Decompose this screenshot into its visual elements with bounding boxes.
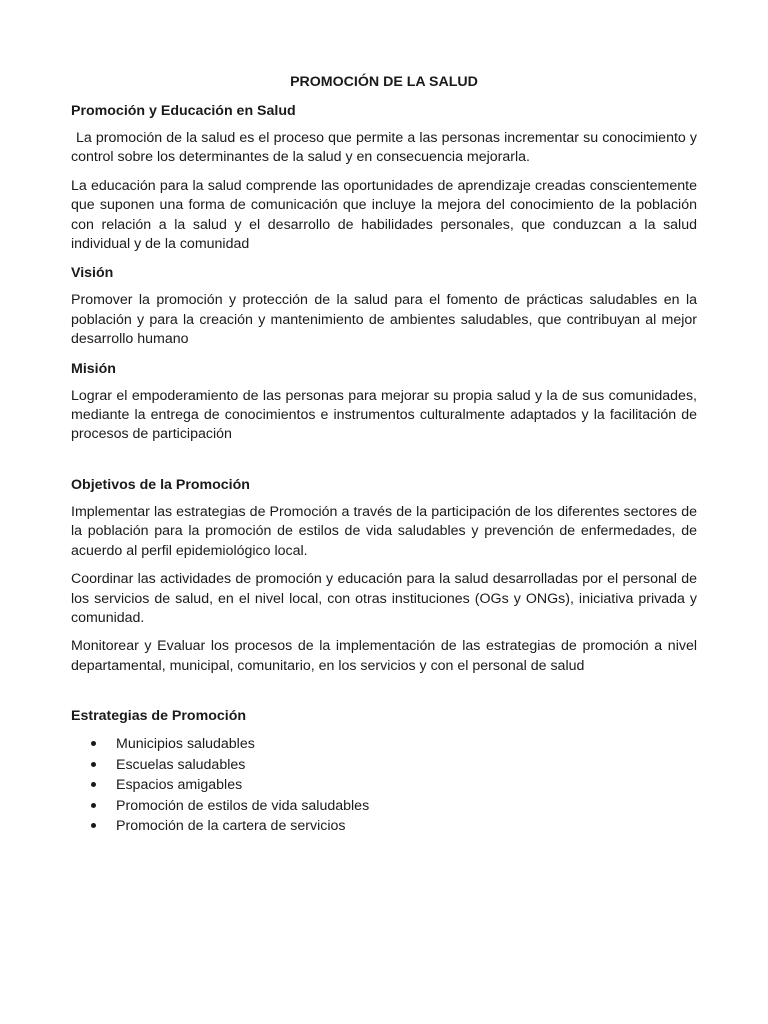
bullet-icon xyxy=(91,823,96,828)
list-item-text: Promoción de estilos de vida saludables xyxy=(116,797,370,814)
list-item-text: Municipios saludables xyxy=(116,736,255,753)
section-heading-objetivos: Objetivos de la Promoción xyxy=(71,476,250,493)
paragraph: Monitorear y Evaluar los procesos de la implementación de las estrategias de promoción a nivel departamental, municipal, comunitario, en los servicios y con el personal de salud xyxy=(71,638,697,674)
section-heading-mision: Misión xyxy=(71,360,116,377)
list-item xyxy=(91,734,697,755)
document-title: PROMOCIÓN DE LA SALUD xyxy=(290,74,478,90)
paragraph: La promoción de la salud es el proceso que permite a las personas incrementar su conocimiento y control sobre los determinantes de la salud y en consecuencia mejorarla. xyxy=(71,130,697,166)
list-item xyxy=(91,775,697,796)
paragraph: La educación para la salud comprende las oportunidades de aprendizaje creadas conscientemente que suponen una forma de comunicación que incluye la mejora del conocimiento de la población con relación a la salud y el desarrollo de habilidades personales, que conduzcan a la salud individual y de la comunidad xyxy=(71,177,697,253)
paragraph: Lograr el empoderamiento de las personas para mejorar su propia salud y la de sus comunidades, mediante la entrega de conocimientos e instrumentos culturalmente adaptados y la facilitación de procesos de participación xyxy=(71,387,697,443)
bullet-icon xyxy=(91,782,96,787)
list-item-text: Promoción de la cartera de servicios xyxy=(116,818,346,835)
paragraph: Promover la promoción y protección de la salud para el fomento de prácticas saludables en la población y para la creación y mantenimiento de ambientes saludables, que contribuyan al mejor desarrollo humano xyxy=(71,292,697,348)
list-item xyxy=(91,755,697,776)
section-heading-vision: Visión xyxy=(71,265,114,282)
list-item xyxy=(91,796,697,817)
list-item-text: Espacios amigables xyxy=(116,777,243,794)
paragraph: Coordinar las actividades de promoción y educación para la salud desarrolladas por el personal de los servicios de salud, en el nivel local, con otras instituciones (OGs y ONGs), iniciativa privada y comunidad. xyxy=(71,571,697,626)
bullet-icon xyxy=(91,803,96,808)
strategies-list xyxy=(71,734,697,837)
paragraph: Implementar las estrategias de Promoción a través de la participación de los diferentes sectores de la población para la promoción de estilos de vida saludables y prevención de enfermedades, de acuerdo al perfil epidemiológico local. xyxy=(71,503,697,559)
list-item xyxy=(91,816,697,837)
spacer xyxy=(71,685,697,706)
spacer xyxy=(71,454,697,475)
bullet-icon xyxy=(91,762,96,767)
list-item-text: Escuelas saludables xyxy=(116,756,246,773)
section-heading-promocion-educacion: Promoción y Educación en Salud xyxy=(71,103,296,119)
section-heading-estrategias: Estrategias de Promoción xyxy=(71,708,247,725)
bullet-icon xyxy=(91,741,96,746)
